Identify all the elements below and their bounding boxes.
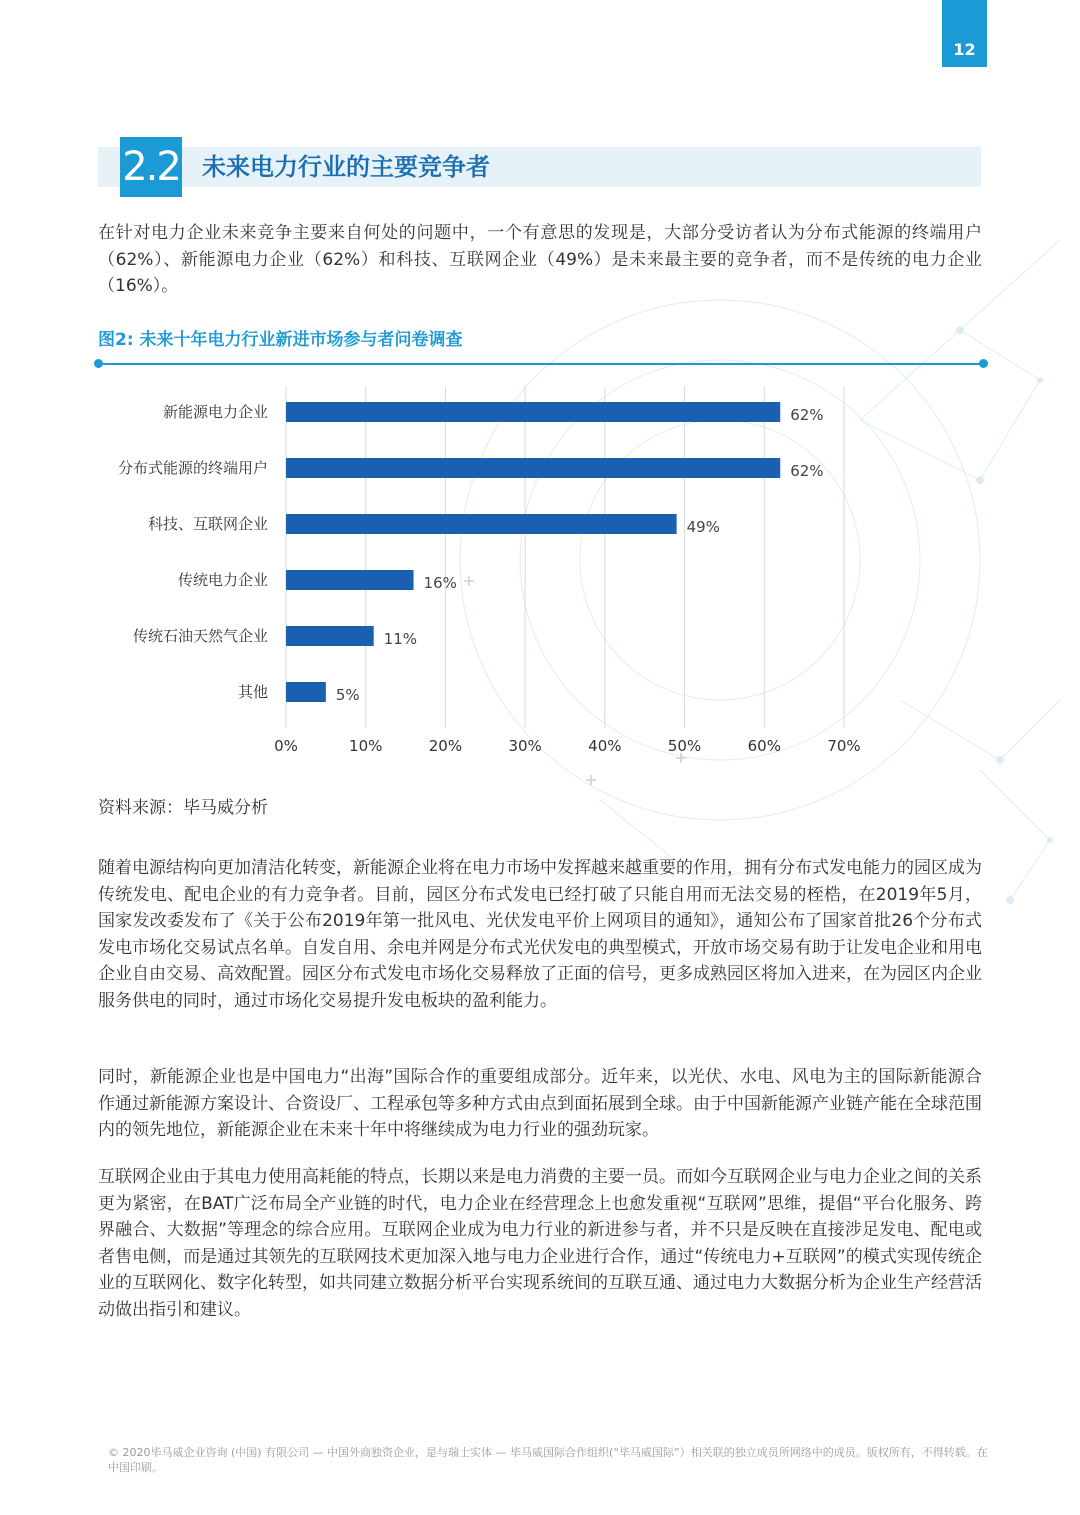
x-tick-label: 50% bbox=[667, 737, 702, 755]
x-tick-label: 0% bbox=[274, 737, 298, 755]
category-label: 分布式能源的终端用户 bbox=[117, 459, 268, 477]
bar bbox=[286, 682, 326, 702]
copyright-footer: © 2020毕马威企业咨询 (中国) 有限公司 — 中国外商独资企业，是与瑞士实体 — 毕马威国际合作组织(“毕马威国际”）相关联的独立成员所网络中的成员。版权所有，不得转载。在中国印刷。 bbox=[108, 1446, 988, 1474]
category-label: 传统电力企业 bbox=[177, 571, 268, 589]
value-label: 5% bbox=[335, 686, 360, 704]
value-label: 11% bbox=[383, 630, 418, 648]
figure-title: 图2: 未来十年电力行业新进市场参与者问卷调查 bbox=[98, 330, 463, 350]
section-title: 未来电力行业的主要竞争者 bbox=[202, 153, 490, 181]
bar bbox=[286, 626, 374, 646]
category-label: 新能源电力企业 bbox=[162, 403, 268, 421]
category-label: 传统石油天然气企业 bbox=[132, 627, 268, 645]
x-tick-label: 60% bbox=[747, 737, 781, 755]
category-label: 科技、互联网企业 bbox=[147, 515, 268, 533]
page-number: 12 bbox=[953, 40, 976, 59]
x-tick-label: 20% bbox=[428, 737, 463, 755]
bar bbox=[286, 402, 780, 422]
figure-rule-dot-right bbox=[979, 359, 988, 368]
value-label: 62% bbox=[790, 406, 824, 424]
x-tick-label: 40% bbox=[588, 737, 622, 755]
figure-rule-dot-left bbox=[94, 359, 103, 368]
intro-paragraph: 在针对电力企业未来竞争主要来自何处的问题中，一个有意思的发现是，大部分受访者认为分布式能源的终端用户（62%）、新能源电力企业（62%）和科技、互联网企业（49%）是未来最主要的竞争者，而不是传统的电力企业（16%）。 bbox=[98, 223, 982, 296]
section-number: 2.2 bbox=[120, 137, 182, 197]
bar bbox=[286, 570, 414, 590]
body-paragraph-2: 同时，新能源企业也是中国电力“出海”国际合作的重要组成部分。近年来，以光伏、水电、风电为主的国际新能源合作通过新能源方案设计、合资设厂、工程承包等多种方式由点到面拓展到全球。由于中国新能源产业链产能在全球范围内的领先地位，新能源企业在未来十年中将继续成为电力行业的强劲玩家。 bbox=[98, 1067, 982, 1140]
bar bbox=[286, 458, 780, 478]
category-label: 其他 bbox=[237, 683, 268, 701]
bar bbox=[286, 514, 677, 534]
page-number-tab bbox=[942, 0, 987, 67]
x-tick-label: 30% bbox=[508, 737, 542, 755]
bar-chart bbox=[0, 370, 1080, 770]
value-label: 16% bbox=[423, 574, 457, 592]
x-tick-label: 70% bbox=[827, 737, 861, 755]
figure-rule bbox=[98, 363, 982, 365]
x-tick-label: 10% bbox=[349, 737, 383, 755]
body-paragraph-3: 互联网企业由于其电力使用高耗能的特点，长期以来是电力消费的主要一员。而如今互联网企业与电力企业之间的关系更为紧密，在BAT广泛布局全产业链的时代，电力企业在经营理念上也愈发重视“互联网”思维，提倡“平台化服务、跨界融合、大数据”等理念的综合应用。互联网企业成为电力行业的新进参与者，并不只是反映在直接涉足发电、配电或者售电侧，而是通过其领先的互联网技术更加深入地与电力企业进行合作，通过“传统电力+互联网”的模式实现传统企业的互联网化、数字化转型，如共同建立数据分析平台实现系统间的互联互通、通过电力大数据分析为企业生产经营活动做出指引和建议。 bbox=[98, 1167, 982, 1320]
value-label: 62% bbox=[790, 462, 824, 480]
figure-source: 资料来源：毕马威分析 bbox=[98, 798, 268, 818]
value-label: 49% bbox=[686, 518, 720, 536]
body-paragraph-1: 随着电源结构向更加清洁化转变，新能源企业将在电力市场中发挥越来越重要的作用，拥有分布式发电能力的园区成为传统发电、配电企业的有力竞争者。目前，园区分布式发电已经打破了只能自用而无法交易的桎梏，在2019年5月，国家发改委发布了《关于公布2019年第一批风电、光伏发电平价上网项目的通知》，通知公布了国家首批26个分布式发电市场化交易试点名单。自发自用、余电并网是分布式光伏发电的典型模式，开放市场交易有助于让发电企业和用电企业自由交易、高效配置。园区分布式发电市场化交易释放了正面的信号，更多成熟园区将加入进来，在为园区内企业服务供电的同时，通过市场化交易提升发电板块的盈利能力。 bbox=[98, 858, 982, 1011]
